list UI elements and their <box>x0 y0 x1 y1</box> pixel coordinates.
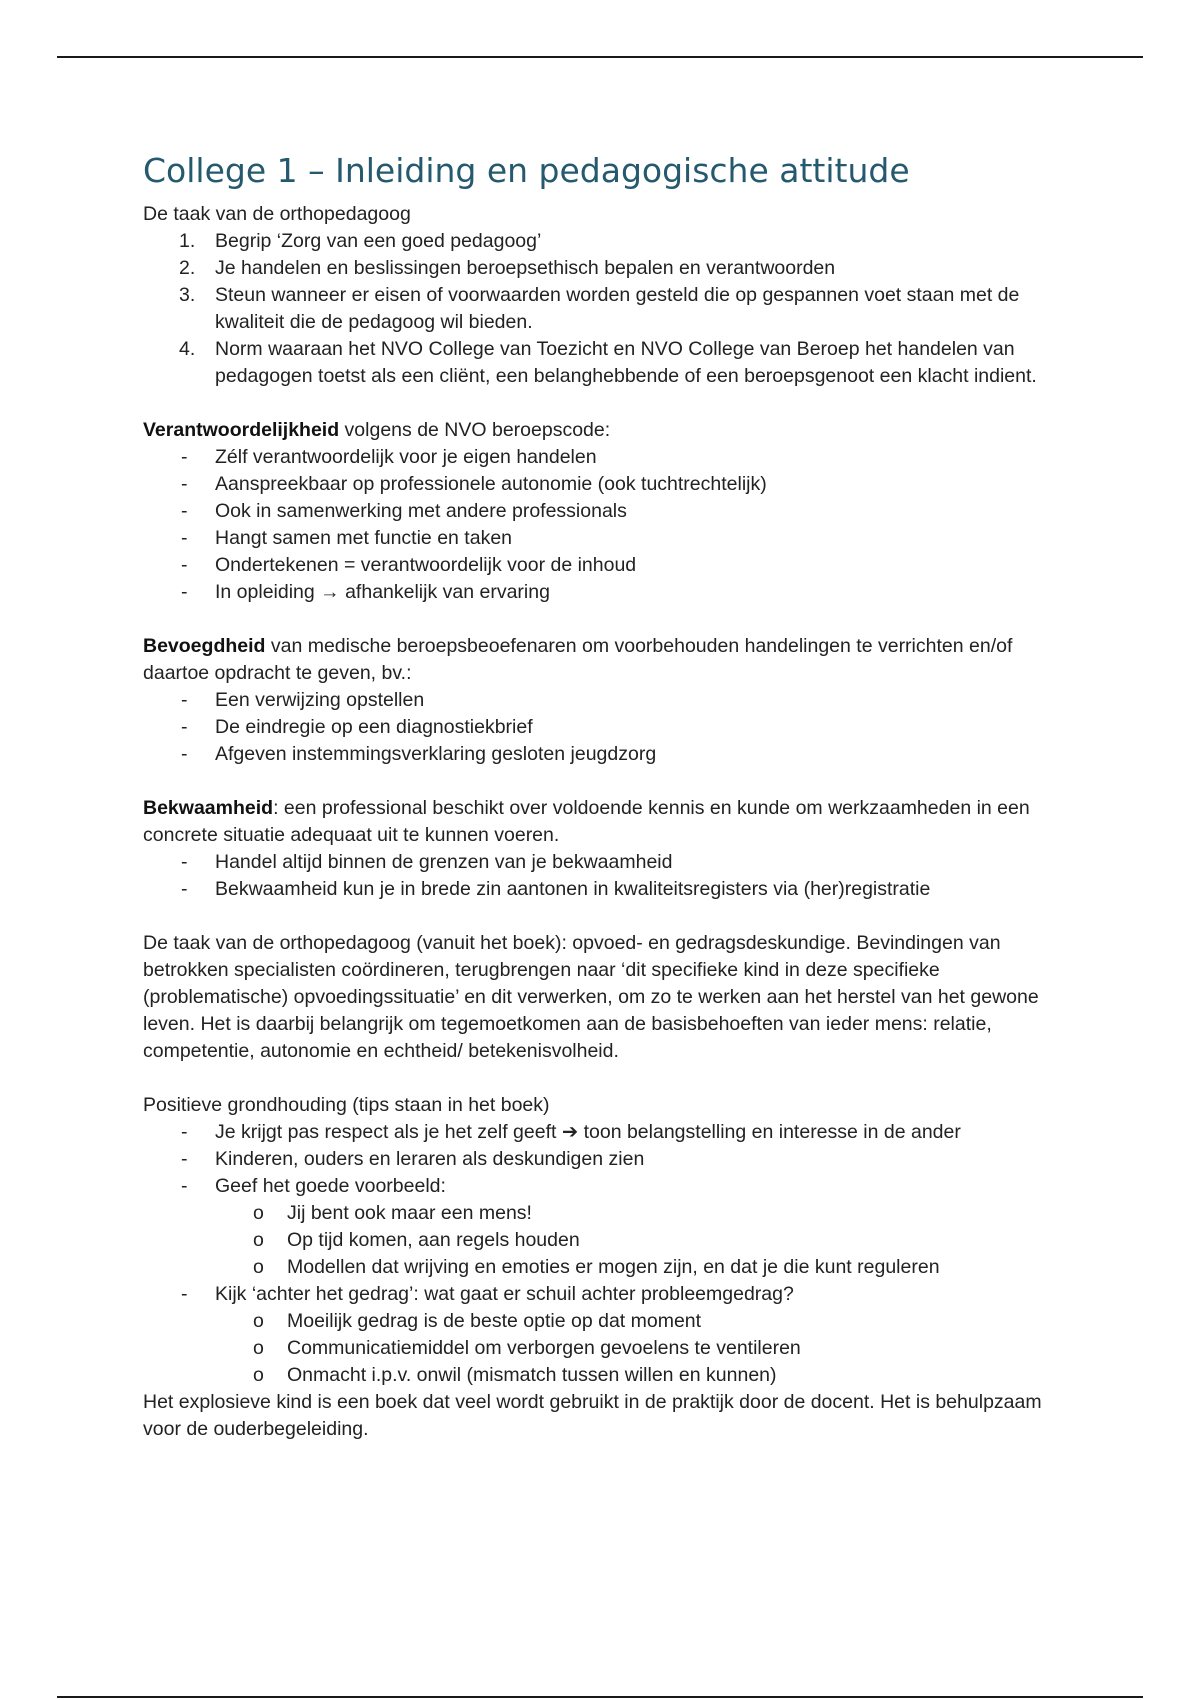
item-text: Begrip ‘Zorg van een goed pedagoog’ <box>215 230 542 252</box>
list-item <box>143 849 1063 876</box>
dash-marker: - <box>181 473 188 495</box>
list-item <box>143 552 1063 579</box>
circle-marker: o <box>253 1310 264 1332</box>
item-text: Afgeven instemmingsverklaring gesloten jeugdzorg <box>215 743 657 765</box>
taak-list <box>143 228 1063 390</box>
dash-marker: - <box>181 446 188 468</box>
item-text: Hangt samen met functie en taken <box>215 527 513 549</box>
verantwoordelijkheid-heading <box>143 417 1063 444</box>
item-text: Op tijd komen, aan regels houden <box>287 1229 580 1251</box>
bekwaamheid-list <box>143 849 1063 903</box>
verantwoordelijkheid-list <box>143 444 1063 606</box>
list-item <box>143 876 1063 903</box>
heading-rest: van medische beroepsbeoefenaren om voorbehouden handelingen te verrichten en/of daartoe opdracht te geven, bv.: <box>143 635 1013 684</box>
list-item <box>143 336 1063 390</box>
item-text: Geef het goede voorbeeld: <box>215 1175 446 1197</box>
item-text: Aanspreekbaar op professionele autonomie (ook tuchtrechtelijk) <box>215 473 767 495</box>
item-text: Ook in samenwerking met andere professionals <box>215 500 627 522</box>
grondhouding-list-continued <box>143 1281 1063 1308</box>
sub-list-item <box>143 1308 1063 1335</box>
item-text: Moeilijk gedrag is de beste optie op dat moment <box>287 1310 702 1332</box>
list-item <box>143 687 1063 714</box>
dash-marker: - <box>181 743 188 765</box>
boek-paragraph: De taak van de orthopedagoog (vanuit het boek): opvoed- en gedragsdeskundige. Bevindingen van betrokken specialisten coördineren, terugbrengen naar ‘dit specifieke kind in deze specifieke (problematische) opvoedingssituatie’ en dit verwerken, om zo te werken aan het herstel van het gewone leven. Het is daarbij belangrijk om tegemoetkomen aan de basisbehoeften van ieder mens: relatie, competentie, autonomie en echtheid/ betekenisvolheid. <box>143 932 1039 1062</box>
item-number: 4. <box>179 338 196 360</box>
item-text: De eindregie op een diagnostiekbrief <box>215 716 533 738</box>
circle-marker: o <box>253 1229 264 1251</box>
list-item <box>143 1119 1063 1146</box>
item-text: Norm waaraan het NVO College van Toezicht en NVO College van Beroep het handelen van pedagogen toetst als een cliënt, een belanghebbende of een beroepsgenoot een klacht indient. <box>215 338 1037 387</box>
list-item <box>143 471 1063 498</box>
item-text: Kijk ‘achter het gedrag’: wat gaat er schuil achter probleemgedrag? <box>215 1283 794 1305</box>
item-number: 3. <box>179 284 196 306</box>
sub-list-item <box>143 1227 1063 1254</box>
grondhouding-list <box>143 1119 1063 1200</box>
bold-term: Verantwoordelijkheid <box>143 419 340 441</box>
list-item <box>143 714 1063 741</box>
document-body <box>143 150 1063 1443</box>
dash-marker: - <box>181 1148 188 1170</box>
item-text: Je krijgt pas respect als je het zelf geeft ➔ toon belangstelling en interesse in de ander <box>215 1121 961 1143</box>
circle-marker: o <box>253 1337 264 1359</box>
sub-list-item <box>143 1362 1063 1389</box>
top-rule <box>57 56 1143 58</box>
dash-marker: - <box>181 1175 188 1197</box>
bottom-rule <box>57 1696 1143 1698</box>
sub-list-item <box>143 1200 1063 1227</box>
item-text: Kinderen, ouders en leraren als deskundigen zien <box>215 1148 645 1170</box>
dash-marker: - <box>181 689 188 711</box>
item-text: In opleiding → afhankelijk van ervaring <box>215 581 550 603</box>
bekwaamheid-heading <box>143 795 1063 849</box>
circle-marker: o <box>253 1364 264 1386</box>
dash-marker: - <box>181 1121 188 1143</box>
closing-paragraph: Het explosieve kind is een boek dat veel wordt gebruikt in de praktijk door de docent. Het is behulpzaam voor de ouderbegeleiding. <box>143 1391 1042 1440</box>
item-text: Een verwijzing opstellen <box>215 689 425 711</box>
gedrag-sublist <box>143 1308 1063 1389</box>
list-item <box>143 498 1063 525</box>
dash-marker: - <box>181 878 188 900</box>
circle-marker: o <box>253 1256 264 1278</box>
list-item <box>143 1173 1063 1200</box>
item-text: Communicatiemiddel om verborgen gevoelens te ventileren <box>287 1337 801 1359</box>
dash-marker: - <box>181 527 188 549</box>
dash-marker: - <box>181 1283 188 1305</box>
page-title: College 1 – Inleiding en pedagogische attitude <box>143 151 910 190</box>
dash-marker: - <box>181 716 188 738</box>
heading-rest: volgens de NVO beroepscode: <box>339 419 611 441</box>
list-item <box>143 741 1063 768</box>
item-text: Je handelen en beslissingen beroepsethisch bepalen en verantwoorden <box>215 257 836 279</box>
bold-term: Bekwaamheid <box>143 797 274 819</box>
dash-marker: - <box>181 554 188 576</box>
item-text: Handel altijd binnen de grenzen van je bekwaamheid <box>215 851 673 873</box>
dash-marker: - <box>181 581 188 603</box>
dash-marker: - <box>181 500 188 522</box>
sub-list-item <box>143 1254 1063 1281</box>
list-item <box>143 228 1063 255</box>
list-item <box>143 1281 1063 1308</box>
item-text: Onmacht i.p.v. onwil (mismatch tussen willen en kunnen) <box>287 1364 777 1386</box>
grondhouding-intro: Positieve grondhouding (tips staan in het boek) <box>143 1094 550 1116</box>
item-text: Jij bent ook maar een mens! <box>287 1202 532 1224</box>
item-text: Steun wanneer er eisen of voorwaarden worden gesteld die op gespannen voet staan met de kwaliteit die de pedagoog wil bieden. <box>215 284 1020 333</box>
bevoegdheid-heading <box>143 633 1063 687</box>
item-text: Ondertekenen = verantwoordelijk voor de inhoud <box>215 554 637 576</box>
bold-term: Bevoegdheid <box>143 635 266 657</box>
list-item <box>143 255 1063 282</box>
voorbeeld-sublist <box>143 1200 1063 1281</box>
item-text: Bekwaamheid kun je in brede zin aantonen in kwaliteitsregisters via (her)registratie <box>215 878 931 900</box>
item-text: Modellen dat wrijving en emoties er mogen zijn, en dat je die kunt reguleren <box>287 1256 940 1278</box>
bevoegdheid-list <box>143 687 1063 768</box>
item-number: 1. <box>179 230 196 252</box>
circle-marker: o <box>253 1202 264 1224</box>
list-item <box>143 579 1063 606</box>
sub-list-item <box>143 1335 1063 1362</box>
item-text: Zélf verantwoordelijk voor je eigen handelen <box>215 446 597 468</box>
list-item <box>143 444 1063 471</box>
list-item <box>143 282 1063 336</box>
list-item <box>143 1146 1063 1173</box>
item-number: 2. <box>179 257 196 279</box>
taak-intro: De taak van de orthopedagoog <box>143 203 411 225</box>
list-item <box>143 525 1063 552</box>
dash-marker: - <box>181 851 188 873</box>
heading-rest: : een professional beschikt over voldoende kennis en kunde om werkzaamheden in een concrete situatie adequaat uit te kunnen voeren. <box>143 797 1030 846</box>
